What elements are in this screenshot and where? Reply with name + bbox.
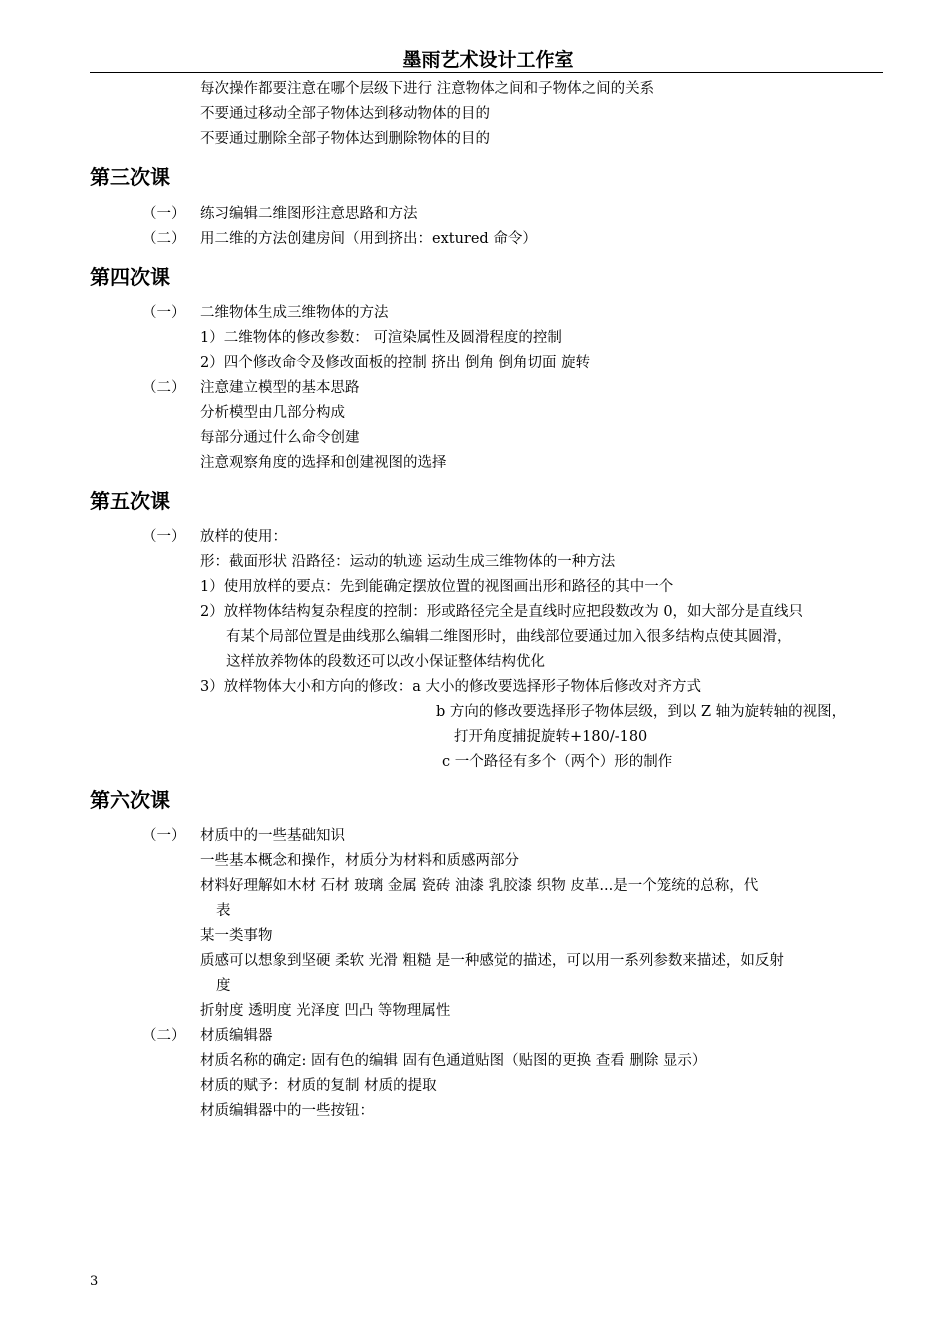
text-line: 每部分通过什么命令创建 bbox=[200, 430, 360, 446]
item-text: 用二维的方法创建房间（用到挤出：extured 命令） bbox=[200, 231, 537, 247]
text-line: 度 bbox=[216, 978, 231, 994]
text-line: 不要通过删除全部子物体达到删除物体的目的 bbox=[200, 131, 490, 147]
text-line: 折射度 透明度 光泽度 凹凸 等物理属性 bbox=[200, 1003, 451, 1019]
page-header-title: 墨雨艺术设计工作室 bbox=[402, 49, 574, 71]
text-line: c 一个路径有多个（两个）形的制作 bbox=[442, 754, 673, 770]
text-line: 3）放样物体大小和方向的修改：a 大小的修改要选择形子物体后修改对齐方式 bbox=[200, 679, 701, 695]
item-label: （二） bbox=[142, 1028, 186, 1044]
item-text: 练习编辑二维图形注意思路和方法 bbox=[200, 206, 418, 222]
text-line: 每次操作都要注意在哪个层级下进行 注意物体之间和子物体之间的关系 bbox=[200, 81, 655, 97]
text-line: b 方向的修改要选择形子物体层级，到以 Z 轴为旋转轴的视图， bbox=[436, 704, 847, 720]
text-line: 2）放样物体结构复杂程度的控制：形或路径完全是直线时应把段数改为 0，如大部分是直线只 bbox=[200, 604, 804, 620]
text-line: 分析模型由几部分构成 bbox=[200, 405, 345, 421]
lesson-6-heading: 第六次课 bbox=[90, 788, 170, 812]
text-line: 打开角度捕捉旋转+180/-180 bbox=[454, 729, 648, 745]
text-line: 注意观察角度的选择和创建视图的选择 bbox=[200, 455, 447, 471]
header-divider bbox=[90, 72, 883, 73]
item-text: 注意建立模型的基本思路 bbox=[200, 380, 360, 396]
lesson-5-heading: 第五次课 bbox=[90, 489, 170, 513]
item-text: 放样的使用： bbox=[200, 529, 287, 545]
item-text: 材质中的一些基础知识 bbox=[200, 828, 345, 844]
text-line: 质感可以想象到坚硬 柔软 光滑 粗糙 是一种感觉的描述，可以用一系列参数来描述，如反射 bbox=[200, 953, 784, 969]
text-line: 材质的赋予：材质的复制 材质的提取 bbox=[200, 1078, 437, 1094]
lesson-3-heading: 第三次课 bbox=[90, 165, 170, 189]
item-label: （一） bbox=[142, 305, 186, 321]
text-line: 有某个局部位置是曲线那么编辑二维图形时，曲线部位要通过加入很多结构点使其圆滑， bbox=[226, 629, 792, 645]
text-line: 表 bbox=[216, 903, 231, 919]
text-line: 1）使用放样的要点：先到能确定摆放位置的视图画出形和路径的其中一个 bbox=[200, 579, 674, 595]
item-text: 材质编辑器 bbox=[200, 1028, 273, 1044]
text-line: 材质编辑器中的一些按钮： bbox=[200, 1103, 374, 1119]
text-line: 不要通过移动全部子物体达到移动物体的目的 bbox=[200, 106, 490, 122]
text-line: 某一类事物 bbox=[200, 928, 273, 944]
text-line: 1）二维物体的修改参数： 可渲染属性及圆滑程度的控制 bbox=[200, 330, 562, 346]
text-line: 材质名称的确定: 固有色的编辑 固有色通道贴图（贴图的更换 查看 删除 显示） bbox=[200, 1053, 707, 1069]
page-number: 3 bbox=[90, 1274, 99, 1289]
text-line: 2）四个修改命令及修改面板的控制 挤出 倒角 倒角切面 旋转 bbox=[200, 355, 591, 371]
text-line: 形：截面形状 沿路径：运动的轨迹 运动生成三维物体的一种方法 bbox=[200, 554, 616, 570]
item-label: （一） bbox=[142, 206, 186, 222]
item-label: （一） bbox=[142, 828, 186, 844]
lesson-4-heading: 第四次课 bbox=[90, 265, 170, 289]
item-text: 二维物体生成三维物体的方法 bbox=[200, 305, 389, 321]
text-line: 这样放养物体的段数还可以改小保证整体结构优化 bbox=[226, 654, 545, 670]
item-label: （一） bbox=[142, 529, 186, 545]
item-label: （二） bbox=[142, 231, 186, 247]
item-label: （二） bbox=[142, 380, 186, 396]
text-line: 一些基本概念和操作，材质分为材料和质感两部分 bbox=[200, 853, 519, 869]
text-line: 材料好理解如木材 石材 玻璃 金属 瓷砖 油漆 乳胶漆 织物 皮革...是一个笼统的总称，代 bbox=[200, 878, 759, 894]
